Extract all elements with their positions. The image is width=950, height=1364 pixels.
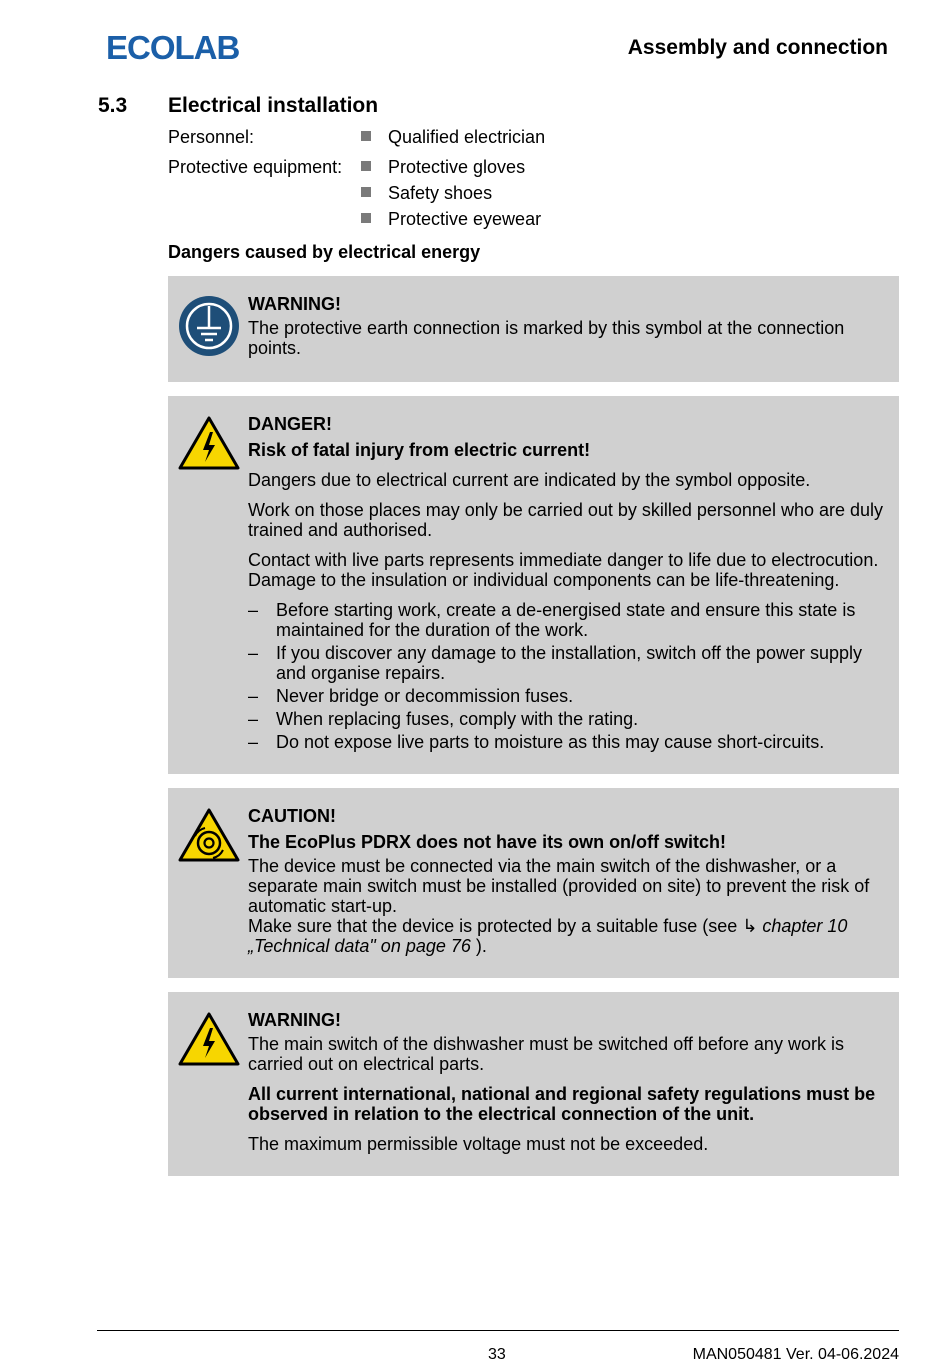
caution-headline: The EcoPlus PDRX does not have its own on/off switch! bbox=[248, 832, 727, 852]
dash-marker: – bbox=[248, 643, 259, 663]
header-section-title: Assembly and connection bbox=[627, 36, 888, 59]
danger-headline: Risk of fatal injury from electric current! bbox=[248, 440, 591, 460]
protective-equipment-label: Protective equipment: bbox=[168, 157, 343, 177]
page-number: 33 bbox=[488, 1346, 506, 1363]
signal-word: DANGER! bbox=[248, 414, 332, 434]
equipment-item: Safety shoes bbox=[388, 183, 493, 203]
chapter-cross-reference-link[interactable]: chapter 10 „Technical data" on page 76 bbox=[248, 916, 848, 956]
high-voltage-warning-icon bbox=[178, 416, 240, 470]
danger-paragraph: Work on those places may only be carried out by skilled personnel who are duly trained and authorised. bbox=[248, 500, 884, 540]
square-bullet-icon bbox=[361, 161, 371, 171]
section-title: Electrical installation bbox=[168, 94, 379, 117]
list-item: – Never bridge or decommission fuses. bbox=[248, 686, 574, 706]
equipment-item: Protective eyewear bbox=[388, 209, 542, 229]
logo-text: ECOLAB bbox=[106, 30, 240, 64]
warning-regulations-text: All current international, national and regional safety regulations must be observed in relation to the electrical connection of the unit. bbox=[248, 1084, 876, 1124]
warning-text: The main switch of the dishwasher must be switched off before any work is carried out on electrical parts. bbox=[248, 1034, 844, 1074]
dash-marker: – bbox=[248, 732, 259, 752]
personnel-item: Qualified electrician bbox=[388, 127, 546, 147]
square-bullet-icon bbox=[361, 213, 371, 223]
automatic-start-warning-icon bbox=[178, 808, 240, 862]
footer-divider bbox=[97, 1330, 899, 1331]
caution-fuse-text: Make sure that the device is protected by a suitable fuse (see ↳ chapter 10 „Technical data" on page 76 ). bbox=[248, 916, 848, 956]
danger-paragraph: Contact with live parts represents immediate danger to life due to electrocution. Damage to the insulation or individual components can be life-threatening. bbox=[248, 550, 879, 590]
cross-reference-arrow-icon: ↳ bbox=[742, 916, 763, 936]
section-number: 5.3 bbox=[98, 94, 128, 117]
list-item: – Before starting work, create a de-energised state and ensure this state is maintained for the duration of the work. bbox=[248, 600, 856, 640]
equipment-item: Protective gloves bbox=[388, 157, 526, 177]
signal-word: WARNING! bbox=[248, 1010, 341, 1030]
square-bullet-icon bbox=[361, 187, 371, 197]
dash-marker: – bbox=[248, 709, 259, 729]
personnel-label: Personnel: bbox=[168, 127, 255, 147]
safety-instructions-list bbox=[248, 600, 889, 752]
document-version: MAN050481 Ver. 04-06.2024 bbox=[692, 1346, 899, 1363]
electric-current-danger-notice bbox=[168, 396, 899, 774]
main-switch-warning-notice bbox=[168, 992, 899, 1176]
list-item: – If you discover any damage to the installation, switch off the power supply and organise repairs. bbox=[248, 643, 862, 683]
danger-paragraph: Dangers due to electrical current are indicated by the symbol opposite. bbox=[248, 470, 811, 490]
list-item: – When replacing fuses, comply with the rating. bbox=[248, 709, 639, 729]
square-bullet-icon bbox=[361, 131, 371, 141]
signal-word: CAUTION! bbox=[248, 806, 336, 826]
protective-earth-icon bbox=[178, 295, 240, 357]
warning-voltage-text: The maximum permissible voltage must not be exceeded. bbox=[248, 1134, 709, 1154]
caution-text: The device must be connected via the main switch of the dishwasher, or a separate main switch must be installed (provided on site) to prevent the risk of automatic start-up. bbox=[248, 856, 870, 916]
protective-earth-notice bbox=[168, 276, 899, 382]
signal-word: WARNING! bbox=[248, 294, 341, 314]
dash-marker: – bbox=[248, 600, 259, 620]
high-voltage-warning-icon bbox=[178, 1012, 240, 1066]
list-item: – Do not expose live parts to moisture as this may cause short-circuits. bbox=[248, 732, 825, 752]
notice-text: The protective earth connection is marked by this symbol at the connection points. bbox=[248, 318, 845, 358]
automatic-start-caution-notice bbox=[168, 788, 899, 978]
dash-marker: – bbox=[248, 686, 259, 706]
dangers-subheading: Dangers caused by electrical energy bbox=[168, 242, 481, 262]
ecolab-logo bbox=[106, 30, 256, 64]
